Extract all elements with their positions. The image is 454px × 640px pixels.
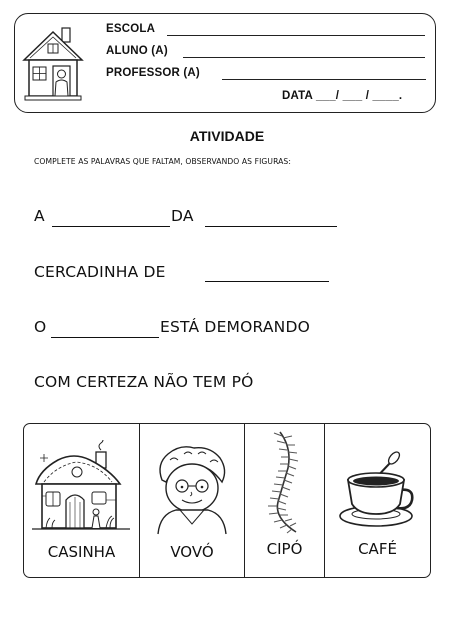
- teacher-field[interactable]: [222, 79, 426, 80]
- instruction-text: COMPLETE AS PALAVRAS QUE FALTAM, OBSERVANDO AS FIGURAS:: [34, 157, 292, 166]
- sentence-1-before: A: [34, 207, 45, 225]
- sentence-1-blank-1[interactable]: [52, 226, 170, 227]
- sentence-3-middle: ESTÁ DEMORANDO: [160, 318, 311, 336]
- student-field[interactable]: [183, 57, 425, 58]
- student-label: ALUNO (A): [106, 45, 168, 57]
- date-label: DATA ___/ ___ / ____.: [282, 90, 403, 102]
- picture-word-cafe: CAFÉ: [358, 540, 397, 558]
- sentence-2-blank[interactable]: [205, 281, 329, 282]
- picture-word-vovo: VOVÓ: [170, 543, 214, 561]
- school-field[interactable]: [167, 35, 425, 36]
- sentence-3-blank[interactable]: [51, 337, 159, 338]
- school-label: ESCOLA: [106, 23, 156, 35]
- page-title: ATIVIDADE: [189, 128, 265, 144]
- sentence-4-before: COM CERTEZA NÃO TEM PÓ: [34, 373, 254, 391]
- vine-icon: [252, 428, 318, 538]
- picture-word-casinha: CASINHA: [47, 543, 116, 561]
- coffee-cup-icon: [336, 446, 420, 532]
- sentence-2-before: CERCADINHA DE: [34, 263, 166, 281]
- house-icon: [30, 440, 134, 536]
- picture-word-cipo: CIPÓ: [266, 540, 303, 558]
- house-icon: [20, 20, 86, 104]
- teacher-label: PROFESSOR (A): [106, 67, 200, 79]
- sentence-1-middle: DA: [171, 207, 194, 225]
- sentence-1-blank-2[interactable]: [205, 226, 337, 227]
- grandmother-icon: [150, 440, 234, 536]
- sentence-3-before: O: [34, 318, 47, 336]
